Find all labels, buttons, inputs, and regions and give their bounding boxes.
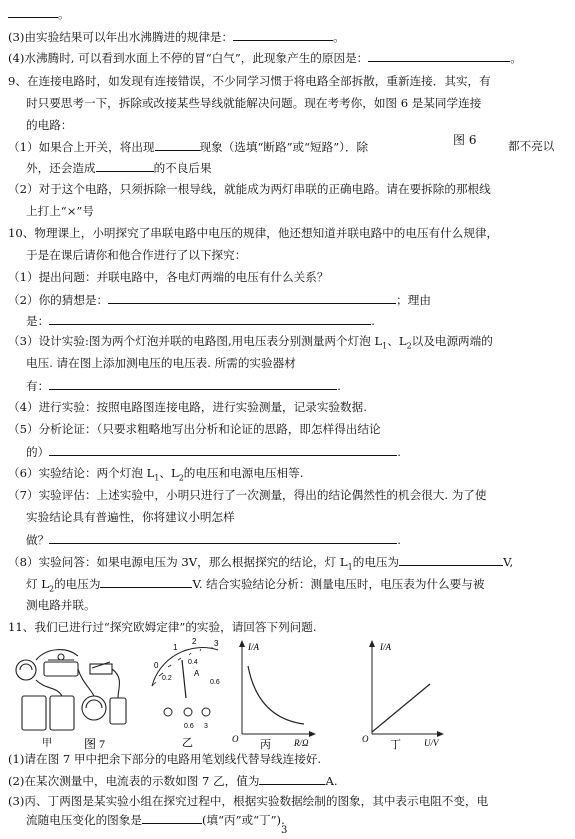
axis-label: I/A bbox=[380, 642, 391, 652]
q10-part3-equipment bbox=[26, 378, 341, 393]
text: 灯 L bbox=[26, 577, 49, 591]
q10-part7-answer bbox=[26, 532, 401, 547]
text: V, bbox=[503, 555, 514, 569]
blank[interactable] bbox=[49, 444, 397, 456]
figure6-label: 图 6 bbox=[453, 133, 477, 147]
blank[interactable] bbox=[49, 313, 371, 325]
dial-needle bbox=[182, 660, 186, 698]
subscript: 1 bbox=[154, 473, 160, 483]
axis-label: R/Ω bbox=[294, 738, 309, 748]
q3-boiling-rule bbox=[8, 29, 345, 44]
terminal-label: 0.6 bbox=[184, 723, 194, 730]
dial-tick: 1 bbox=[173, 643, 178, 652]
terminal-icon bbox=[184, 708, 192, 716]
text: 、L bbox=[159, 466, 179, 480]
q9-part2: （2）对于这个电路，只须拆除一根导线，就能成为两灯串联的正确电路。请在要拆除的那根线 bbox=[8, 182, 491, 196]
blank[interactable] bbox=[49, 532, 397, 544]
q10-intro-2: 于是在课后请你和他合作进行了以下探究： bbox=[26, 248, 247, 262]
blank[interactable] bbox=[399, 554, 503, 566]
text: . bbox=[337, 379, 341, 393]
dial-tick: 2 bbox=[192, 638, 197, 646]
q11-part2 bbox=[8, 773, 338, 788]
q10-part5: （5）分析论证：（只要求粗略地写出分析和论证的思路，即怎样得出结论 bbox=[8, 422, 381, 436]
subscript: 2 bbox=[178, 473, 184, 483]
subscript: 2 bbox=[48, 584, 55, 594]
q10-part8-cont bbox=[26, 576, 484, 596]
ammeter-dial bbox=[152, 638, 220, 749]
text: ；理由 bbox=[396, 293, 431, 307]
text: 、L bbox=[387, 334, 407, 348]
graph-ding bbox=[362, 640, 444, 750]
subscript: 1 bbox=[382, 341, 388, 351]
q11-part1: (1)请在图 7 甲中把余下部分的电路用笔划线代替导线连接好. bbox=[8, 752, 322, 766]
text: 。 bbox=[333, 30, 345, 44]
answer-blank-line bbox=[8, 6, 70, 21]
text: A. bbox=[325, 774, 338, 788]
q11-part3: (3)丙、丁两图是某实验小组在探究过程中，根据实验数据绘制的图象，其中表示电阻不变，电 bbox=[8, 794, 489, 808]
text: . bbox=[397, 445, 401, 459]
inverse-curve bbox=[248, 666, 304, 724]
q10-part2 bbox=[8, 292, 431, 307]
text: V. 结合实验结论分析：测量电压时，电压表为什么要与被 bbox=[192, 577, 485, 591]
text: 。 bbox=[510, 51, 522, 65]
q9-intro-3: 的电路： bbox=[26, 118, 73, 132]
fig7-jia-label: 甲 bbox=[42, 738, 52, 749]
blank[interactable] bbox=[142, 812, 202, 824]
blank[interactable] bbox=[155, 139, 200, 151]
q9-intro: 9、在连接电路时，如发现有连接错误，不少同学习惯于将电路全部拆散，重新连接．其实，有 bbox=[8, 74, 491, 88]
fig7-yi-label: 乙 bbox=[182, 737, 193, 749]
dial-tick: 0.6 bbox=[210, 679, 220, 686]
q10-part1: （1）提出问题：并联电路中，各电灯两端的电压有什么关系？ bbox=[8, 270, 329, 284]
q10-part3-cont: 电压. 请在图上添加测电压的电压表. 所需的实验器材 bbox=[26, 356, 296, 370]
q9-part1-cont bbox=[26, 160, 212, 175]
q9-intro-2: 时只要思考一下，拆除或改接某些导线就能解决问题。现在考考你，如图 6 是某同学连接 bbox=[26, 96, 482, 110]
fig7-ding-label: 丁 bbox=[390, 739, 401, 750]
q9-part2-cont: 上打上“×”号 bbox=[26, 204, 94, 218]
terminal-icon bbox=[164, 708, 172, 716]
q10-part8 bbox=[8, 554, 513, 574]
text: 以及电源两端的 bbox=[411, 334, 493, 348]
text: 的电压和电源电压相等. bbox=[183, 466, 304, 480]
blank[interactable] bbox=[259, 773, 325, 785]
fig7-title: 图 7 bbox=[84, 737, 106, 750]
dial-tick: 0.2 bbox=[162, 675, 172, 682]
q10-part6 bbox=[8, 466, 303, 485]
blank[interactable] bbox=[108, 292, 396, 304]
text: 是： bbox=[26, 314, 50, 328]
text: 现象（选填“断路”或“短路”）．除 bbox=[199, 140, 369, 154]
resistor-icon bbox=[110, 698, 126, 724]
q10-part2-reason bbox=[26, 313, 375, 328]
q10-part5-cont bbox=[26, 444, 401, 459]
q10-part7: （7）实验评估：上述实验中，小明只进行了一次测量，得出的结论偶然性的机会很大. 为了使 bbox=[8, 488, 487, 502]
q10-part8-cont-2: 测电路并联。 bbox=[26, 598, 96, 612]
text: 的电压为 bbox=[54, 577, 101, 591]
text: 的电压为 bbox=[352, 555, 400, 569]
dial-tick: 0 bbox=[154, 661, 159, 670]
text: （1）如果合上开关，将出现 bbox=[8, 140, 155, 154]
fig7-bing-label: 丙 bbox=[260, 739, 271, 750]
text: 。 bbox=[58, 7, 70, 21]
text: （3）设计实验:图为两个灯泡并联的电路图,用电压表分别测量两个灯泡 L bbox=[8, 334, 383, 348]
q4-white-vapor bbox=[8, 50, 522, 65]
q9-part1 bbox=[8, 139, 368, 154]
text: （6）实验结论：两个灯泡 L bbox=[8, 466, 155, 480]
text: （8）实验问答：如果电源电压为 3V，那么根据探究的结论，灯 L bbox=[8, 555, 348, 569]
meter-icon bbox=[16, 660, 36, 680]
text: 的） bbox=[26, 445, 50, 459]
blank[interactable] bbox=[368, 50, 510, 62]
q11-part3-cont bbox=[26, 812, 285, 827]
subscript: 2 bbox=[406, 341, 412, 351]
figure-7 bbox=[6, 638, 566, 750]
q11-intro: 11、我们已进行过“探究欧姆定律”的实验，请回答下列问题. bbox=[8, 620, 317, 634]
q10-part4: （4）进行实验：按照电路图连接电路，进行实验测量，记录实验数据. bbox=[8, 400, 367, 414]
text: (2)在某次测量中，电流表的示数如图 7 乙，值为 bbox=[8, 774, 260, 788]
page-number: 3 bbox=[281, 825, 288, 836]
terminal-label: 3 bbox=[204, 723, 208, 730]
text: . bbox=[397, 533, 401, 547]
text: 流随电压变化的图象是 bbox=[26, 813, 142, 827]
text: (填“丙”或“丁”). bbox=[201, 813, 285, 827]
battery-icon bbox=[22, 696, 46, 730]
dial-tick: 3 bbox=[214, 639, 219, 648]
dial-tick: 0.4 bbox=[188, 659, 198, 666]
q10-part7-cont: 实验结论具有普遍性，你将建议小明怎样 bbox=[26, 510, 235, 524]
blank[interactable] bbox=[8, 6, 58, 18]
blank[interactable] bbox=[100, 576, 192, 588]
text: (3)由实验结果可以年出水沸腾进的规律是： bbox=[8, 30, 234, 44]
text: (4)水沸腾时, 可以看到水面上不停的冒“白气”，此现象产生的原因是： bbox=[8, 51, 369, 65]
blank[interactable] bbox=[96, 160, 154, 172]
blank[interactable] bbox=[233, 29, 333, 41]
rheostat-icon bbox=[44, 662, 78, 676]
blank[interactable] bbox=[49, 378, 337, 390]
text: 做？ bbox=[26, 533, 50, 547]
subscript: 1 bbox=[347, 562, 353, 572]
q10-intro: 10、物理课上，小明探究了串联电路中电压的规律，他还想知道并联电路中的电压有什么规律， bbox=[8, 226, 499, 240]
circuit-apparatus-sketch bbox=[16, 650, 126, 730]
text: 的不良后果 bbox=[153, 161, 212, 175]
graph-bing bbox=[232, 640, 316, 750]
text: （2）你的猜想是： bbox=[8, 293, 109, 307]
text: 外，还会造成 bbox=[26, 161, 96, 175]
text: . bbox=[371, 314, 375, 328]
axis-label: U/V bbox=[424, 738, 439, 748]
text: 都不亮以 bbox=[508, 139, 555, 153]
terminal-icon bbox=[202, 708, 210, 716]
q10-part3 bbox=[8, 334, 493, 353]
text: 有： bbox=[26, 379, 50, 393]
dial-unit: A bbox=[194, 669, 200, 678]
axis-origin: O bbox=[232, 734, 239, 744]
axis-label: I/A bbox=[248, 642, 259, 652]
linear-line bbox=[372, 684, 430, 732]
axis-origin: O bbox=[362, 734, 369, 744]
